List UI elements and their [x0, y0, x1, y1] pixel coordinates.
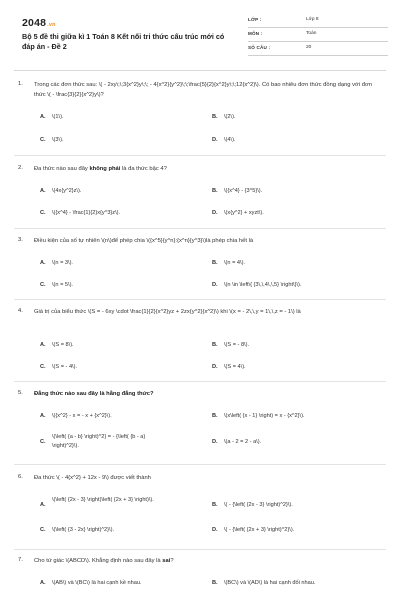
question-text: Điều kiện của số tự nhiên \(n\)để phép chia \({x^5}{y^n}:{x^n}{y^3}\)là phép chia hết là [34, 238, 254, 244]
option-text: \({x^2} - x = - x + {x^2}\). [52, 413, 112, 419]
option-text: \(S = 4\). [224, 364, 246, 370]
question-text-part: Đa thức nào sau đây [34, 166, 90, 172]
option-text: \(S = - 8\). [224, 342, 250, 348]
option-text: \(4x{y^2}z\). [52, 188, 82, 194]
option-letter: D. [212, 282, 218, 288]
meta-label: LỚP : [248, 17, 262, 22]
question-text-part: Cho tứ giác \(ABCD\). Khẳng định nào sau đây là [34, 558, 163, 564]
option-letter: D. [212, 364, 218, 370]
logo-suffix: .vn [47, 22, 56, 28]
question-number: 5. [18, 390, 23, 396]
option-letter: C. [40, 282, 46, 288]
option-text: \(4\). [224, 137, 236, 143]
option-letter: A. [40, 114, 46, 120]
exam-meta-table [248, 14, 388, 56]
question-divider [14, 155, 386, 156]
option-letter: B. [212, 580, 218, 586]
question-number: 6. [18, 474, 23, 480]
option-letter: A. [40, 342, 46, 348]
option-letter: A. [40, 502, 46, 508]
option-text: \( - {\left( {2x + 3} \right)^2}\). [224, 527, 295, 533]
option-text: \(3\). [52, 137, 64, 143]
option-letter: C. [40, 137, 46, 143]
question-number: 2. [18, 165, 23, 171]
meta-row-class [248, 14, 388, 28]
meta-row-subject [248, 28, 388, 42]
option-text: \(x{y^2} + xyzt\). [224, 210, 264, 216]
option-letter: C. [40, 210, 46, 216]
option-text: \(a - 2 = 2 - a\). [224, 439, 262, 445]
question-text-part: ? [170, 558, 174, 564]
header-divider [14, 70, 386, 71]
option-letter: B. [212, 188, 218, 194]
option-text: \(n = 3\). [52, 260, 73, 266]
question-number: 1. [18, 81, 23, 87]
option-text: \(1\). [52, 114, 64, 120]
meta-label: SỐ CÂU : [248, 45, 271, 50]
option-text: \( - {\left( {2x - 3} \right)^2}\). [224, 502, 293, 508]
question-divider [14, 299, 386, 300]
question-number: 7. [18, 557, 23, 563]
question-text: Trong các đơn thức sau: \( - 2xy\;\;3{x^2}y\;\; - 4{x^2}{y^2}\;\;\frac{5}{2}{x^2}y\;\;12{x^2}\). Có bao nhiêu đơn thức đồng dạng với đơn thức \( - \frac{3}{2}{x^2}y\)? [34, 82, 372, 98]
question-divider [14, 464, 386, 465]
option-letter: C. [40, 439, 46, 445]
option-text: \(\left( {a - b} \right)^2} = - {\left( {b - a} \right)^2}\). [52, 434, 146, 449]
option-letter: D. [212, 527, 218, 533]
question-text: Đa thức \( - 4{x^2} + 12x - 9\) được viết thành [34, 475, 151, 481]
meta-value: Lớp 8 [306, 17, 319, 22]
option-letter: B. [212, 114, 218, 120]
question-text-emphasis: sai [162, 558, 171, 564]
option-text: \(n = 5\). [52, 282, 73, 288]
question-text-part: là đa thức bậc 4? [120, 166, 167, 172]
question-text [34, 557, 384, 567]
option-letter: A. [40, 580, 46, 586]
meta-value: Toán [306, 31, 317, 36]
question-text-emphasis: không phải [89, 166, 121, 172]
question-divider [14, 381, 386, 382]
logo-text: 2048 [22, 17, 47, 29]
option-letter: D. [212, 439, 218, 445]
question-divider [14, 228, 386, 229]
option-text: \(AB\) và \(BC\) là hai cạnh kề nhau. [52, 580, 142, 586]
meta-value: 20 [306, 45, 312, 50]
option-text: \(BC\) và \(AD\) là hai cạnh đối nhau. [224, 580, 316, 586]
question-divider [14, 549, 386, 550]
option-letter: D. [212, 137, 218, 143]
option-text: \(S = 8\). [52, 342, 74, 348]
option-text: \(x\left( {x - 1} \right) = x - {x^2}\). [224, 413, 305, 419]
option-letter: C. [40, 527, 46, 533]
option-text: \(2\). [224, 114, 236, 120]
option-letter: B. [212, 502, 218, 508]
meta-row-question-count [248, 42, 388, 56]
question-text [34, 165, 384, 175]
option-letter: D. [212, 210, 218, 216]
option-letter: A. [40, 260, 46, 266]
option-text: \({x^4} - {3^5}\). [224, 188, 263, 194]
option-letter: B. [212, 342, 218, 348]
question-number: 4. [18, 308, 23, 314]
option-text: \(\left( {3 - 2x} \right)^2}\). [52, 527, 115, 533]
question-number: 3. [18, 237, 23, 243]
option-letter: A. [40, 413, 46, 419]
document-title: Bộ 5 đề thi giữa kì 1 Toán 8 Kết nối tri thức cấu trúc mới có đáp án - Đề 2 [22, 32, 225, 51]
document-header [22, 14, 382, 58]
option-text: \(\left( {2x - 3} \right)\left( {2x + 3} \right)\). [52, 497, 154, 503]
question-text: Giá trị của biểu thức \(S = - 6xy \cdot \frac{1}{2}{x^2}yz + 2zx{y^2}{x^2}\) khi \(x = - 2\,\,y = 1\,\,z = - 1\) là [34, 309, 301, 315]
option-text: \(S = - 4\). [52, 364, 78, 370]
option-text: \({x^4} - \frac{1}{2}x{y^3}z\). [52, 210, 121, 216]
option-letter: B. [212, 413, 218, 419]
option-letter: B. [212, 260, 218, 266]
option-letter: A. [40, 188, 46, 194]
question-text-emphasis: Đẳng thức nào sau đây là hằng đẳng thức? [34, 391, 154, 397]
option-text: \(n \in \left\{ {3\,\,4\,\,5} \right\}\). [224, 282, 302, 288]
meta-label: MÔN : [248, 31, 263, 36]
question-text [34, 390, 384, 400]
option-text: \(n = 4\). [224, 260, 245, 266]
option-letter: C. [40, 364, 46, 370]
site-logo[interactable] [22, 17, 56, 29]
